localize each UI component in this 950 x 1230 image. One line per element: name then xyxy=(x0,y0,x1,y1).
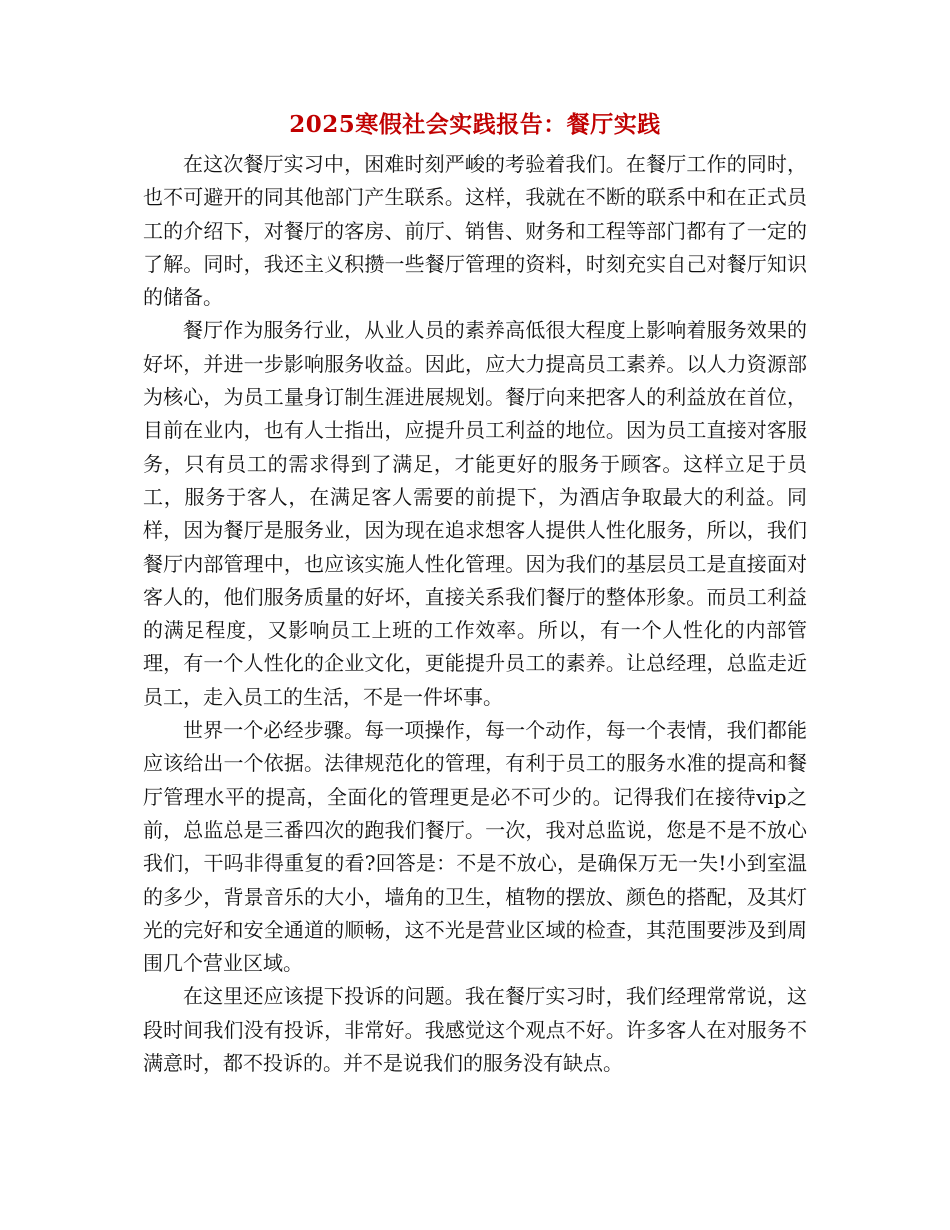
document-title: 2025寒假社会实践报告：餐厅实践 xyxy=(289,111,661,138)
paragraph-3: 世界一个必经步骤。每一项操作，每一个动作，每一个表情，我们都能应该给出一个依据。法律规范化的管理，有利于员工的服务水准的提高和餐厅管理水平的提高，全面化的管理更是必不可少的。记得我们在接待vip之前，总监总是三番四次的跑我们餐厅。一次，我对总监说，您是不是不放心我们，干吗非得重复的看?回答是：不是不放心，是确保万无一失!小到室温的多少，背景音乐的大小，墙角的卫生，植物的摆放、颜色的搭配，及其灯光的完好和安全通道的顺畅，这不光是营业区域的检查，其范围要涉及到周围几个营业区域。 xyxy=(143,718,807,976)
document-body xyxy=(143,148,807,1080)
paragraph-2: 餐厅作为服务行业，从业人员的素养高低很大程度上影响着服务效果的好坏，并进一步影响服务收益。因此，应大力提高员工素养。以人力资源部为核心，为员工量身订制生涯进展规划。餐厅向来把客人的利益放在首位，目前在业内，也有人士指出，应提升员工利益的地位。因为员工直接对客服务，只有员工的需求得到了满足，才能更好的服务于顾客。这样立足于员工，服务于客人，在满足客人需要的前提下，为酒店争取最大的利益。同样，因为餐厅是服务业，因为现在追求想客人提供人性化服务，所以，我们餐厅内部管理中，也应该实施人性化管理。因为我们的基层员工是直接面对客人的，他们服务质量的好坏，直接关系我们餐厅的整体形象。而员工利益的满足程度，又影响员工上班的工作效率。所以，有一个人性化的内部管理，有一个人性化的企业文化，更能提升员工的素养。让总经理，总监走近员工，走入员工的生活，不是一件坏事。 xyxy=(143,318,807,709)
paragraph-4: 在这里还应该提下投诉的问题。我在餐厅实习时，我们经理常常说，这段时间我们没有投诉，非常好。我感觉这个观点不好。许多客人在对服务不满意时，都不投诉的。并不是说我们的服务没有缺点。 xyxy=(143,984,807,1076)
paragraph-1: 在这次餐厅实习中，困难时刻严峻的考验着我们。在餐厅工作的同时，也不可避开的同其他部门产生联系。这样，我就在不断的联系中和在正式员工的介绍下，对餐厅的客房、前厅、销售、财务和工程等部门都有了一定的了解。同时，我还主义积攒一些餐厅管理的资料，时刻充实自己对餐厅知识的储备。 xyxy=(143,152,807,310)
